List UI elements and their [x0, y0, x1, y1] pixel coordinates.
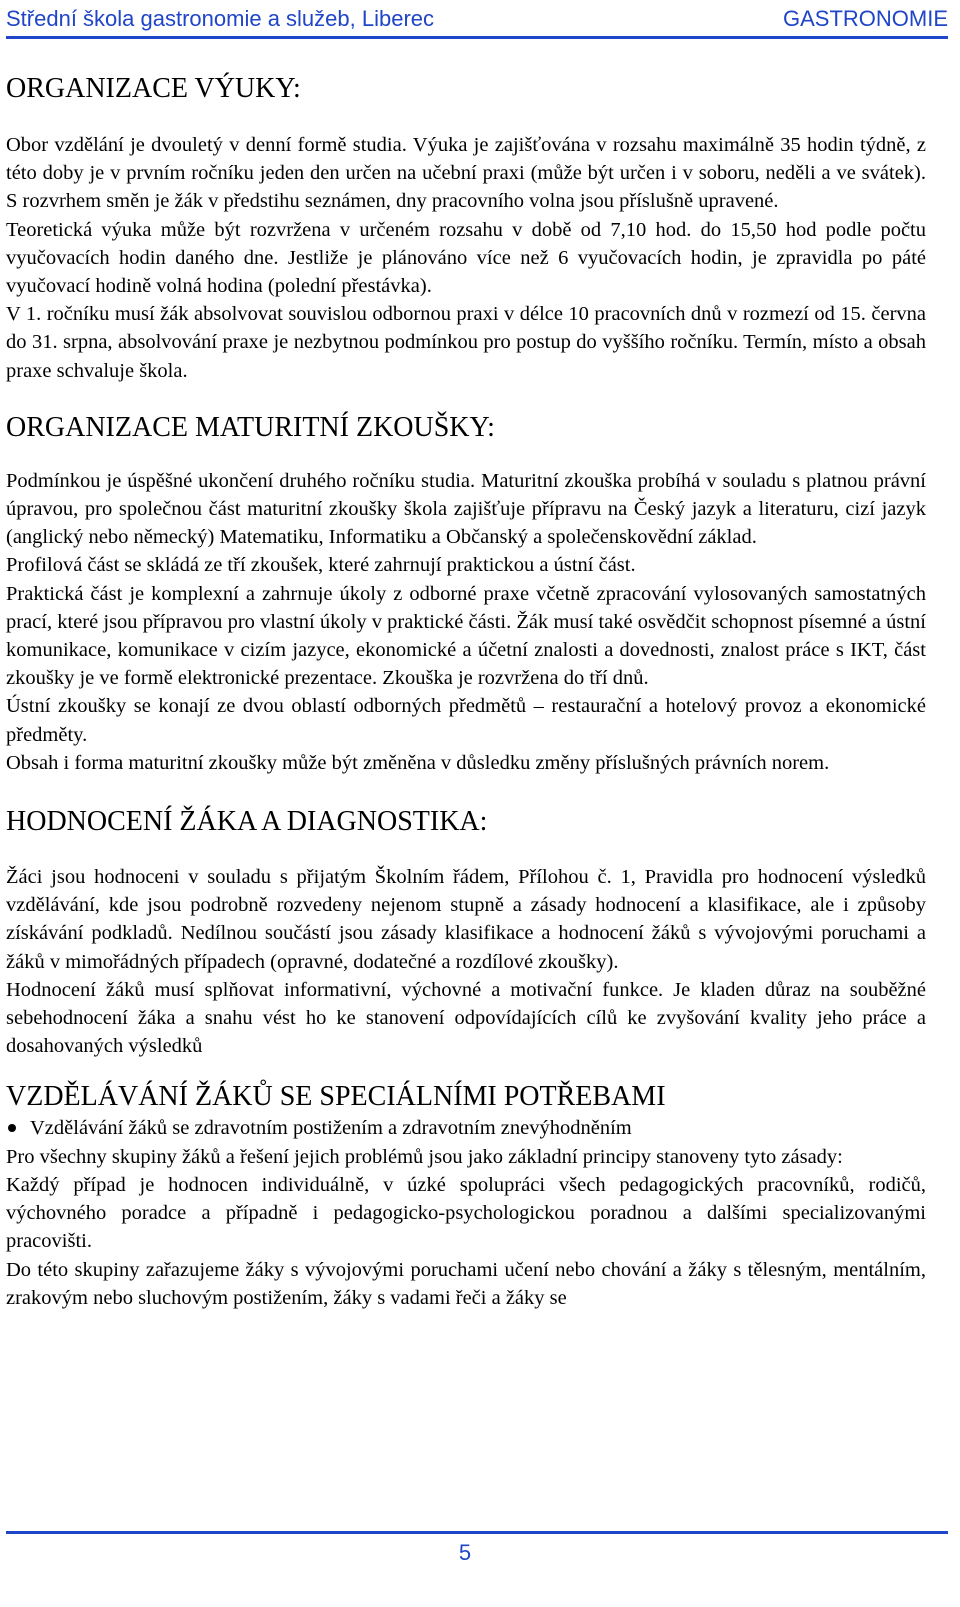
paragraph: Do této skupiny zařazujeme žáky s vývojovými poruchami učení nebo chování a žáky s tělesným, mentálním, zrakovým nebo sluchovým postižením, žáky s vadami řeči a žáky se [6, 1258, 926, 1309]
bullet-item [6, 1114, 926, 1142]
paragraph: Praktická část je komplexní a zahrnuje úkoly z odborné praxe včetně zpracování vylosovaných samostatných prací, které jsou přípravou pro vlastní úkoly v praktické části. Žák musí také osvědčit schopnost písemné a ústní komunikace, komunikace v cizím jazyce, ekonomické a účetní znalosti a dovednosti, znalost práce s IKT, část zkoušky je ve formě elektronické prezentace. Zkouška je rozvržena do tří dnů. [6, 582, 926, 690]
document-body [6, 40, 926, 1312]
paragraph: Ústní zkoušky se konají ze dvou oblastí odborných předmětů – restaurační a hotelový provoz a ekonomické předměty. [6, 695, 926, 746]
page-number: 5 [458, 1540, 472, 1565]
page-header [0, 0, 948, 40]
bullet-icon [8, 1124, 16, 1132]
paragraph: Profilová část se skládá ze tří zkoušek, které zahrnují praktickou a ústní část. [6, 554, 636, 577]
section-title-organizace-maturitni: ORGANIZACE MATURITNÍ ZKOUŠKY: [6, 411, 495, 443]
paragraph: Podmínkou je úspěšné ukončení druhého ročníku studia. Maturitní zkouška probíhá v souladu s platnou právní úpravou, pro společnou část maturitní zkoušky škola zajišťuje přípravu na Český jazyk a literaturu, cizí jazyk (anglický nebo německý) Matematiku, Informatiku a Občanský a společenskovědní základ. [6, 469, 926, 549]
program-name: GASTRONOMIE [782, 6, 948, 31]
section-title-hodnoceni: HODNOCENÍ ŽÁKA A DIAGNOSTIKA: [6, 806, 488, 838]
paragraph: Pro všechny skupiny žáků a řešení jejich problémů jsou jako základní principy stanoveny tyto zásady: [6, 1145, 843, 1168]
paragraph: Teoretická výuka může být rozvržena v určeném rozsahu v době od 7,10 hod. do 15,50 hod podle počtu vyučovacích hodin daného dne. Jestliže je plánováno více než 6 vyučovacích hodin, je zpravidla po páté vyučovací hodině volná hodina (polední přestávka). [6, 218, 926, 298]
section-title-specialni-potreby: VZDĚLÁVÁNÍ ŽÁKŮ SE SPECIÁLNÍMI POTŘEBAMI [6, 1081, 666, 1113]
paragraph: Žáci jsou hodnoceni v souladu s přijatým Školním řádem, Přílohou č. 1, Pravidla pro hodnocení výsledků vzdělávání, kde jsou podrobně rozvedeny nejenom stupně a zásady hodnocení a klasifikace, ale i způsoby získávání podkladů. Nedílnou součástí jsou zásady klasifikace a hodnocení žáků s vývojovými poruchami a žáků v mimořádných případech (opravné, dodatečné a rozdílové zkoušky). [6, 866, 926, 973]
paragraph: Obsah i forma maturitní zkoušky může být změněna v důsledku změny příslušných právních norem. [6, 751, 830, 774]
paragraph: Obor vzdělání je dvouletý v denní formě studia. Výuka je zajišťována v rozsahu maximálně 35 hodin týdně, z této doby je v prvním ročníku jeden den určen na učební praxi (může být určen i v soboru, neděli a ve svátek). S rozvrhem směn je žák v předstihu seznámen, dny pracovního volna jsou příslušně upravené. [6, 134, 926, 213]
paragraph: Hodnocení žáků musí splňovat informativní, výchovné a motivační funkce. Je kladen důraz na souběžné sebehodnocení žáka a snahu vést ho ke stanovení odpovídajících cílů ke zvyšování kvality jeho práce a dosahovaných výsledků [6, 978, 926, 1058]
bullet-text: Vzdělávání žáků se zdravotním postižením a zdravotním znevýhodněním [30, 1117, 632, 1140]
header-divider [6, 36, 948, 39]
footer-divider [6, 1531, 948, 1534]
school-name: Střední škola gastronomie a služeb, Liberec [6, 6, 435, 31]
paragraph: Každý případ je hodnocen individuálně, v úzké spolupráci všech pedagogických pracovníků, rodičů, výchovného poradce a případně i pedagogicko-psychologickou poradnou a dalšími specializovanými pracovišti. [6, 1173, 926, 1253]
paragraph: V 1. ročníku musí žák absolvovat souvislou odbornou praxi v délce 10 pracovních dnů v rozmezí od 15. června do 31. srpna, absolvování praxe je nezbytnou podmínkou pro postup do vyššího ročníku. Termín, místo a obsah praxe schvaluje škola. [6, 303, 926, 382]
section-title-organizace-vyuky: ORGANIZACE VÝUKY: [6, 73, 301, 104]
